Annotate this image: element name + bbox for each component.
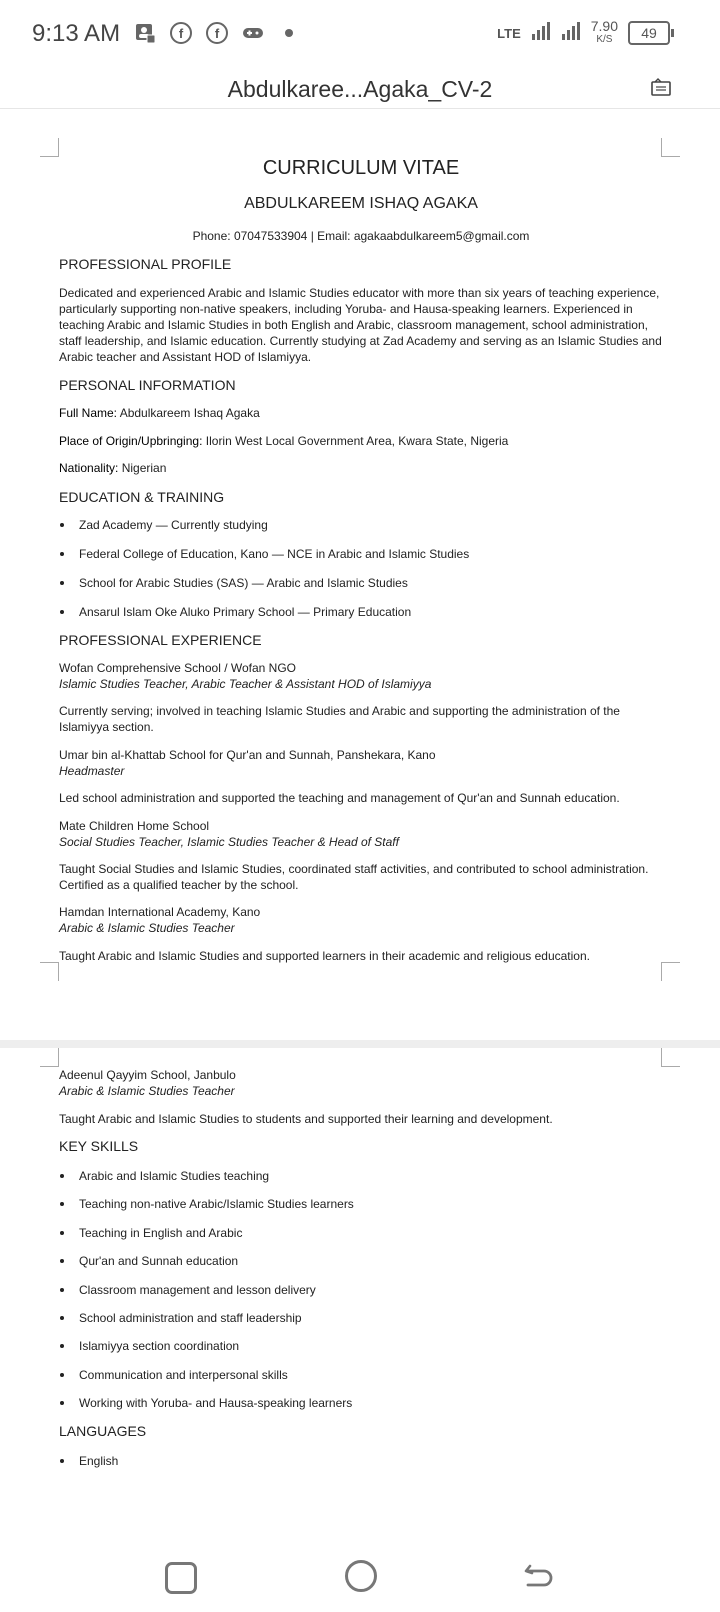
experience-org: Hamdan International Academy, Kano (59, 905, 261, 919)
more-notifications-icon (278, 22, 300, 44)
personal-full-name (59, 405, 663, 421)
experience-desc: Led school administration and supported the teaching and management of Qur'an and Sunnah education. (59, 791, 620, 805)
education-detail: — Arabic and Islamic Studies (251, 576, 408, 590)
section-title-languages: LANGUAGES (59, 1423, 147, 1439)
notification-icons (134, 22, 300, 44)
field-value: Nigerian (121, 461, 167, 475)
page-corner-marker (661, 1048, 680, 1067)
title-bar (0, 72, 720, 109)
experience-desc: Currently serving; involved in teaching Islamic Studies and Arabic and supporting the administration of the Islamiyya section. (59, 704, 620, 734)
list-item (79, 575, 683, 591)
experience-org: Umar bin al-Khattab School for Qur'an and Sunnah, Panshekara, Kano (59, 748, 436, 762)
system-icons (497, 20, 670, 46)
personal-nationality (59, 460, 663, 476)
list-item (79, 546, 683, 562)
page-corner-marker (661, 962, 680, 981)
experience-role: Social Studies Teacher, Islamic Studies Teacher & Head of Staff (59, 835, 399, 849)
experience-desc: Taught Social Studies and Islamic Studies, coordinated staff activities, and contributed to school administration. Certified as a qualified teacher by the school. (59, 862, 649, 892)
reading-mode-icon[interactable] (650, 78, 672, 98)
education-school: School for Arabic Studies (SAS) (79, 576, 249, 590)
speed-value: 7.90 (590, 18, 618, 34)
document-title: Abdulkaree...Agaka_CV-2 (227, 76, 493, 102)
page-separator (0, 1040, 720, 1048)
list-item (79, 517, 683, 533)
page-corner-marker (40, 1048, 59, 1067)
status-time: 9:13 AM (32, 20, 121, 47)
list-item: Teaching in English and Arabic (79, 1225, 683, 1241)
languages-list (59, 1453, 683, 1469)
home-button[interactable] (345, 1560, 377, 1592)
back-button[interactable] (524, 1560, 554, 1590)
lte-label: LTE (497, 25, 521, 41)
document-page-1[interactable] (0, 110, 720, 1040)
list-item: School administration and staff leadership (79, 1310, 683, 1326)
experience-role: Arabic & Islamic Studies Teacher (59, 1084, 235, 1098)
education-school: Federal College of Education, Kano (79, 547, 269, 561)
experience-org: Wofan Comprehensive School / Wofan NGO (59, 661, 296, 675)
field-value: Ilorin West Local Government Area, Kwara State, Nigeria (205, 434, 509, 448)
personal-origin (59, 433, 663, 449)
gamepad-icon (242, 22, 264, 44)
skills-list (59, 1168, 683, 1411)
education-list (59, 517, 683, 620)
page-corner-marker (40, 962, 59, 981)
status-bar (0, 0, 720, 72)
section-title-profile: PROFESSIONAL PROFILE (59, 256, 232, 272)
list-item: Islamiyya section coordination (79, 1338, 683, 1354)
experience-org: Adeenul Qayyim School, Janbulo (59, 1068, 236, 1082)
education-school: Zad Academy (79, 518, 153, 532)
list-item: Classroom management and lesson delivery (79, 1282, 683, 1298)
facebook-icon: f (170, 22, 192, 44)
field-label: Place of Origin/Upbringing: (59, 434, 203, 448)
list-item: Arabic and Islamic Studies teaching (79, 1168, 683, 1184)
experience-role: Arabic & Islamic Studies Teacher (59, 921, 235, 935)
field-label: Nationality: (59, 461, 119, 475)
list-item: English (79, 1453, 683, 1469)
list-item: Qur'an and Sunnah education (79, 1253, 683, 1269)
education-detail: — Primary Education (297, 605, 412, 619)
navigation-bar (0, 1540, 720, 1612)
cv-heading: CURRICULUM VITAE (262, 157, 460, 179)
battery-icon: 49 (628, 21, 670, 45)
recent-apps-button[interactable] (165, 1562, 197, 1594)
signal-icon-2 (561, 22, 581, 45)
cv-name: ABDULKAREEM ISHAQ AGAKA (244, 195, 478, 212)
field-label: Full Name: (59, 406, 118, 420)
page-corner-marker (661, 138, 680, 157)
section-title-experience: PROFESSIONAL EXPERIENCE (59, 632, 262, 648)
experience-desc: Taught Arabic and Islamic Studies to students and supported their learning and development. (59, 1112, 553, 1126)
document-page-2[interactable] (0, 1048, 720, 1538)
field-value: Abdulkareem Ishaq Agaka (119, 406, 260, 420)
section-title-skills: KEY SKILLS (59, 1138, 139, 1154)
education-school: Ansarul Islam Oke Aluko Primary School (79, 605, 295, 619)
section-title-education: EDUCATION & TRAINING (59, 489, 225, 505)
education-detail: — NCE in Arabic and Islamic Studies (271, 547, 470, 561)
education-detail: — Currently studying (155, 518, 268, 532)
page-corner-marker (40, 138, 59, 157)
list-item: Teaching non-native Arabic/Islamic Studies learners (79, 1196, 683, 1212)
contact-card-icon (134, 22, 156, 44)
signal-icon (531, 22, 551, 45)
contact-line: Phone: 07047533904 | Email: agakaabdulkareem5@gmail.com (192, 229, 530, 243)
list-item: Communication and interpersonal skills (79, 1367, 683, 1383)
profile-text: Dedicated and experienced Arabic and Islamic Studies educator with more than six years of teaching experience, particularly supporting non-native speakers, including Yoruba- and Hausa-speaking learners. Experienced in teaching Arabic and Islamic Studies in both English and Arabic, classroom management, school administration, staff leadership, and Islamic education. Currently studying at Zad Academy and serving as an Islamic Studies and Arabic teacher and Assistant HOD of Islamiyya. (59, 286, 662, 364)
experience-desc: Taught Arabic and Islamic Studies and supported learners in their academic and religious education. (59, 949, 590, 963)
speed-unit: K/S (596, 34, 613, 45)
experience-role: Headmaster (59, 764, 125, 778)
experience-role: Islamic Studies Teacher, Arabic Teacher & Assistant HOD of Islamiyya (59, 677, 432, 691)
facebook-icon: f (206, 22, 228, 44)
network-speed (591, 20, 618, 46)
list-item: Working with Yoruba- and Hausa-speaking learners (79, 1395, 683, 1411)
list-item (79, 604, 683, 620)
experience-org: Mate Children Home School (59, 819, 210, 833)
section-title-personal: PERSONAL INFORMATION (59, 377, 236, 393)
